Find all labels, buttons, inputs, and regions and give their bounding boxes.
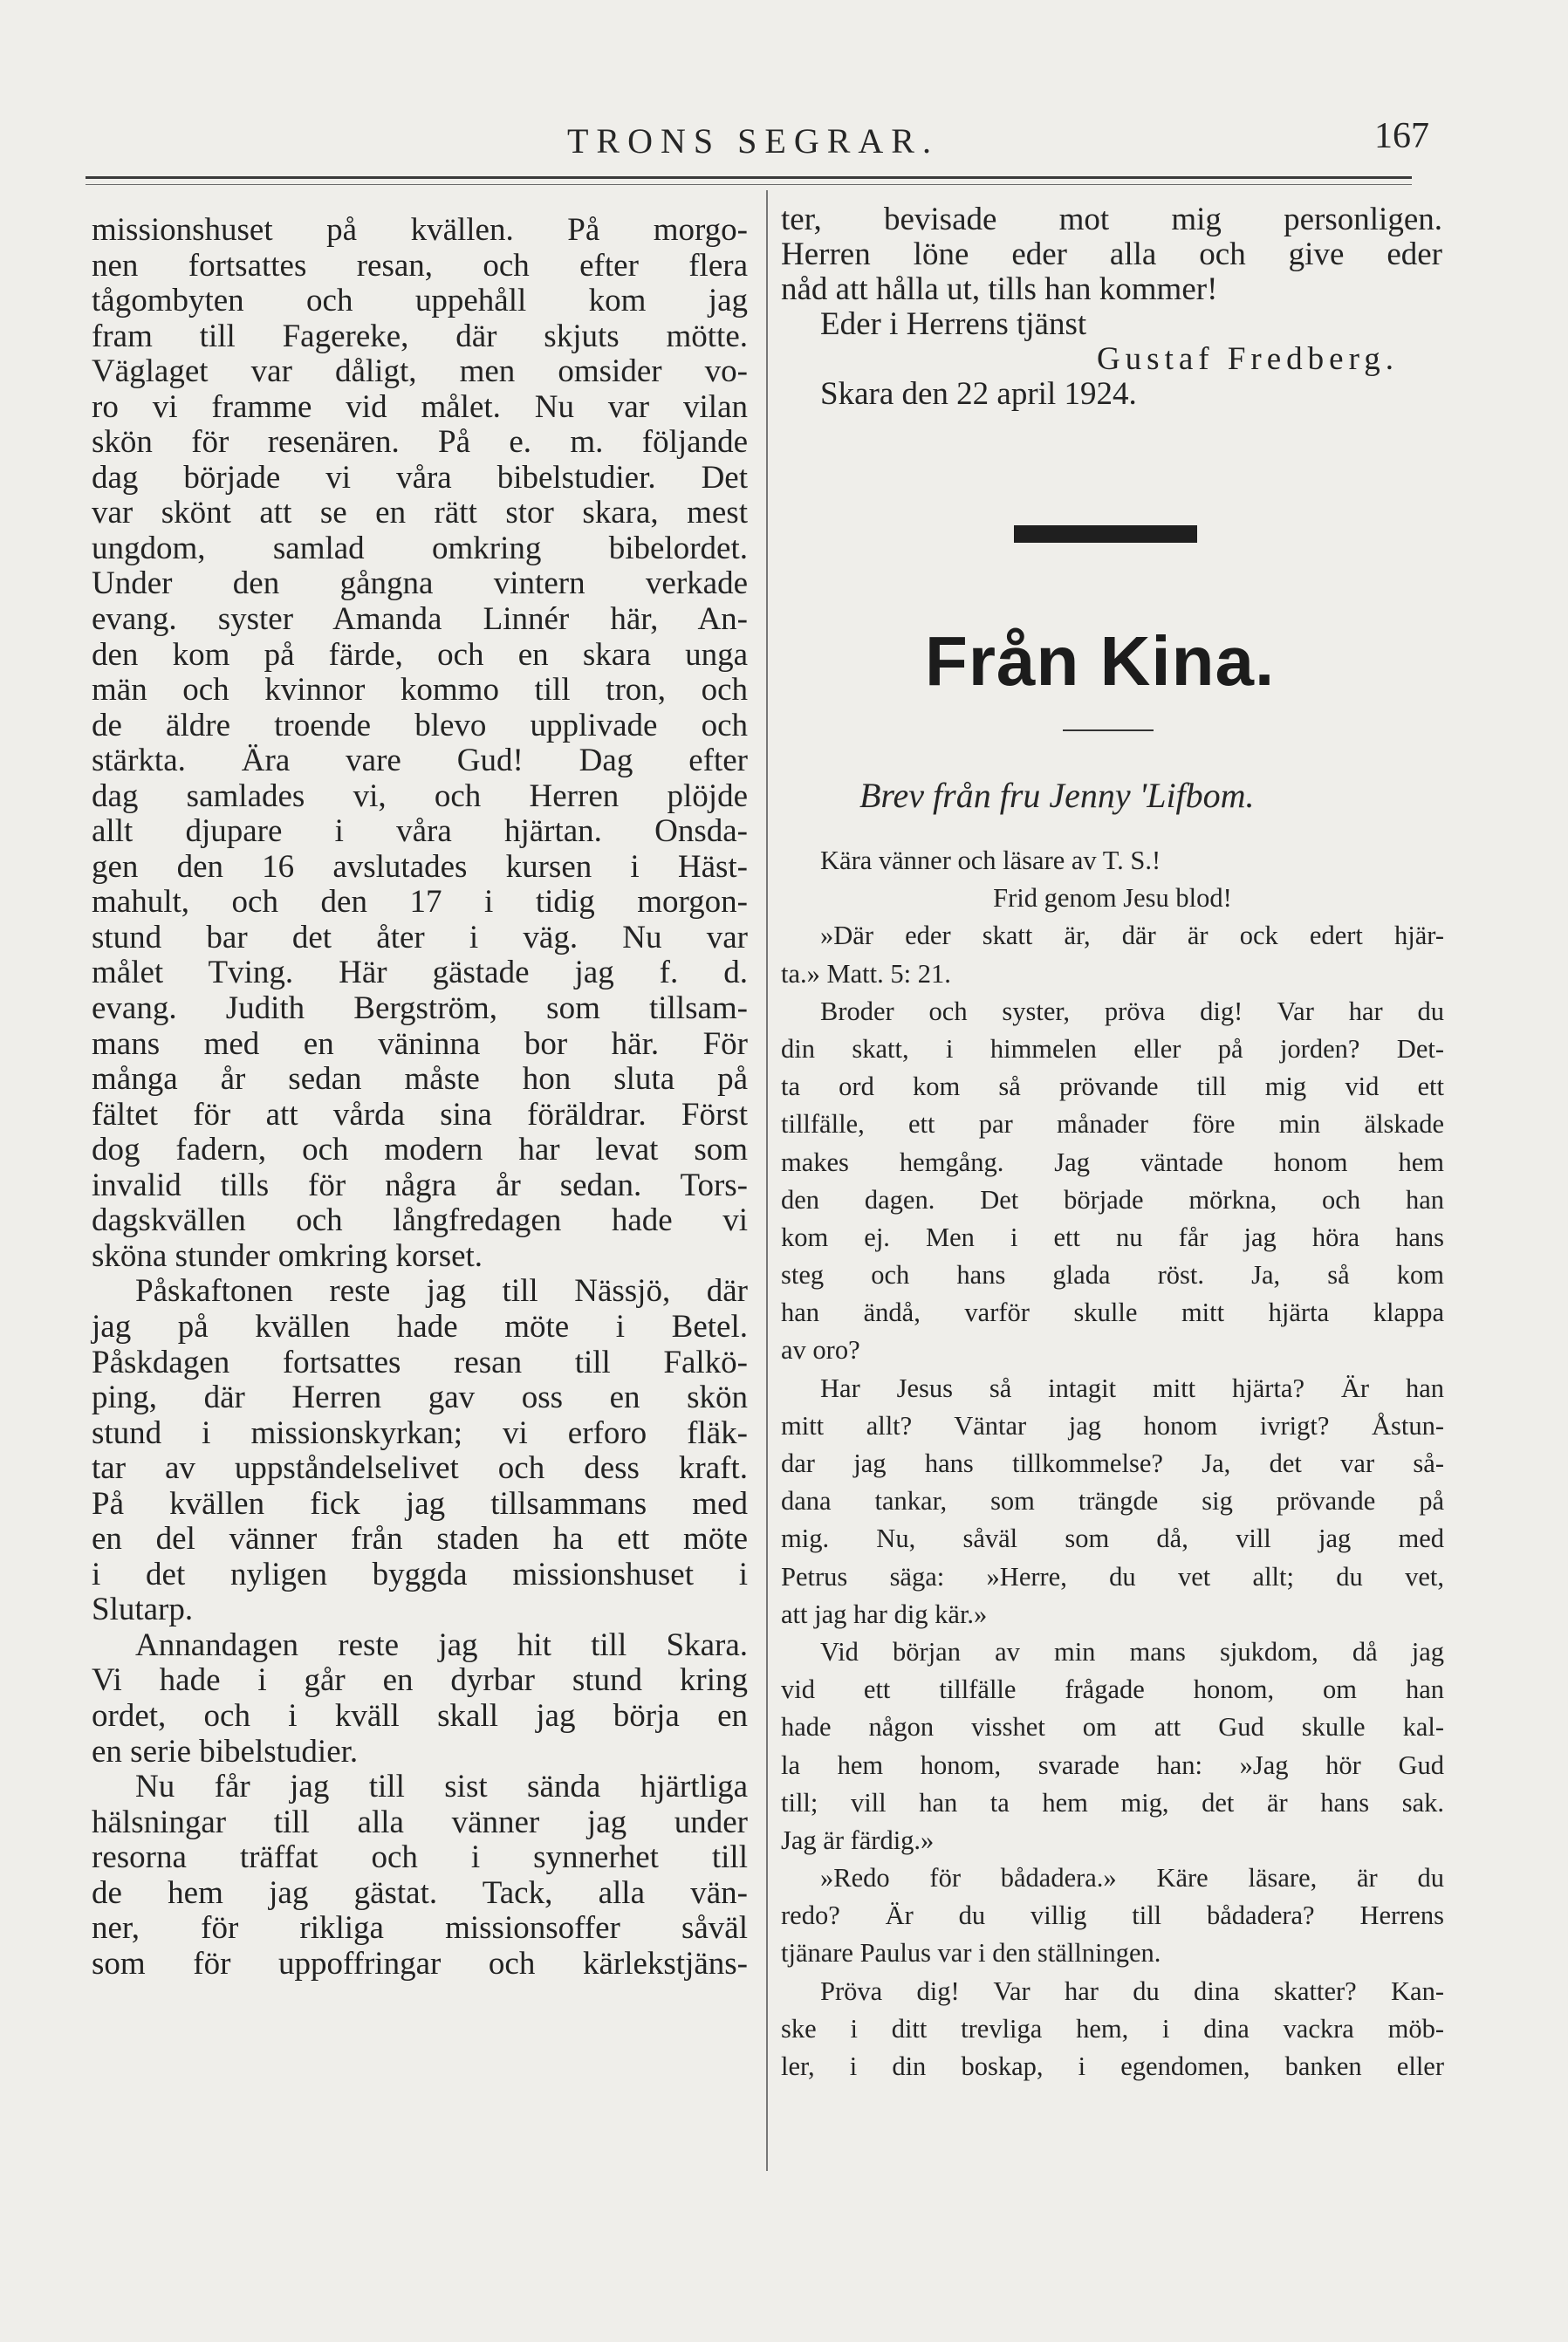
section-separator-bar (1014, 525, 1197, 543)
text-line: tjänare Paulus var i den ställningen. (781, 1938, 1161, 1969)
text-line: Har Jesus så intagit mitt hjärta? Är han (820, 1373, 1444, 1403)
text-line: invalid tills för några år sedan. Tors- (92, 1167, 748, 1203)
text-line: din skatt, i himmelen eller på jorden? Det- (781, 1033, 1444, 1064)
text-line: Herren löne eder alla och give eder (781, 236, 1442, 272)
text-line: mig. Nu, såväl som då, vill jag med (781, 1524, 1444, 1554)
text-line: ordet, och i kväll skall jag börja en (92, 1697, 748, 1734)
text-line: ping, där Herren gav oss en skön (92, 1380, 748, 1416)
article-title: Från Kina. (925, 622, 1276, 700)
text-line: skön för resenären. På e. m. följande (92, 424, 748, 461)
text-line: ro vi framme vid målet. Nu var vilan (92, 388, 748, 425)
text-line: evang. syster Amanda Linnér här, An- (92, 601, 748, 638)
text-line: Nu får jag till sist sända hjärtliga (135, 1769, 748, 1805)
text-line: mans med en väninna bor här. För (92, 1025, 748, 1062)
text-line: ta.» Matt. 5: 21. (781, 958, 951, 989)
text-line: ungdom, samlad omkring bibelordet. (92, 530, 748, 566)
text-line: till; vill han ta hem mig, det är hans sak. (781, 1787, 1444, 1818)
letter-body (781, 842, 1444, 2085)
text-line: Under den gångna vintern verkade (92, 565, 748, 602)
text-line: Slutarp. (92, 1592, 194, 1628)
text-line: många år sedan måste hon sluta på (92, 1061, 748, 1098)
text-line: På kvällen fick jag tillsammans med (92, 1485, 748, 1522)
text-line: dag började vi våra bibelstudier. Det (92, 459, 748, 496)
text-line: hade någon visshet om att Gud skulle kal- (781, 1712, 1444, 1743)
signature: Gustaf Fredberg. (1096, 341, 1399, 377)
text-line: kom ej. Men i ett nu får jag höra hans (781, 1222, 1444, 1252)
text-line: stund i missionskyrkan; vi erforo fläk- (92, 1414, 748, 1451)
text-line: steg och hans glada röst. Ja, så kom (781, 1260, 1444, 1291)
text-line: av oro? (781, 1335, 860, 1366)
text-line: la hem honom, svarade han: »Jag hör Gud (781, 1750, 1444, 1780)
running-title: TRONS SEGRAR. (567, 121, 939, 161)
text-line: målet Tving. Här gästade jag f. d. (92, 955, 748, 991)
text-line: mitt allt? Väntar jag honom ivrigt? Åstun- (781, 1410, 1444, 1441)
text-line: de äldre troende blevo upplivade och (92, 707, 748, 743)
text-line: Annandagen reste jag hit till Skara. (135, 1626, 748, 1663)
text-line: sköna stunder omkring korset. (92, 1237, 483, 1274)
text-line: tillfälle, ett par månader före min älskade (781, 1109, 1444, 1140)
text-line: stärkta. Ära vare Gud! Dag efter (92, 743, 748, 779)
text-line: gen den 16 avslutades kursen i Häst- (92, 848, 748, 885)
closing-line: Eder i Herrens tjänst (820, 306, 1087, 342)
text-line: fältet för att vårda sina föräldrar. Först (92, 1096, 748, 1133)
text-line: ske i ditt trevliga hem, i dina vackra möb- (781, 2013, 1444, 2044)
text-line: ta ord kom så prövande till mig vid ett (781, 1072, 1444, 1102)
text-line: var skönt att se en rätt stor skara, mest (92, 495, 748, 531)
text-line: Vi hade i går en dyrbar stund kring (92, 1662, 748, 1699)
text-line: allt djupare i våra hjärtan. Onsda- (92, 813, 748, 850)
text-line: resorna träffat och i synnerhet till (92, 1839, 748, 1876)
text-line: hälsningar till alla vänner jag under (92, 1804, 748, 1840)
text-line: dag samlades vi, och Herren plöjde (92, 777, 748, 814)
text-line: män och kvinnor kommo till tron, och (92, 672, 748, 709)
text-line: »Där eder skatt är, där är ock edert hjär- (820, 921, 1444, 951)
text-line: som för uppoffringar och kärlekstjäns- (92, 1945, 748, 1982)
salutation: Kära vänner och läsare av T. S.! (820, 846, 1161, 875)
text-line: Pröva dig! Var har du dina skatter? Kan- (820, 1976, 1444, 2006)
text-line: tar av uppståndelselivet och dess kraft. (92, 1450, 748, 1487)
title-rule (1063, 729, 1154, 731)
text-line: Väglaget var dåligt, men omsider vo- (92, 353, 748, 390)
text-line: missionshuset på kvällen. På morgo- (92, 212, 748, 248)
text-line: ter, bevisade mot mig personligen. (781, 202, 1442, 237)
page-number: 167 (1374, 116, 1429, 156)
text-line: »Redo för bådadera.» Käre läsare, är du (820, 1863, 1444, 1893)
text-line: i det nyligen byggda missionshuset i (92, 1556, 748, 1592)
text-line: fram till Fagereke, där skjuts mötte. (92, 318, 748, 354)
greeting: Frid genom Jesu blod! (993, 883, 1232, 914)
article-subtitle: Brev från fru Jenny 'Lifbom. (859, 776, 1255, 815)
text-line: nåd att hålla ut, tills han kommer! (781, 271, 1218, 307)
text-line: redo? Är du villig till bådadera? Herrens (781, 1900, 1444, 1931)
right-column-continuation (781, 202, 1442, 412)
text-line: Påskdagen fortsattes resan till Falkö- (92, 1344, 748, 1380)
text-line: Broder och syster, pröva dig! Var har du (820, 996, 1444, 1026)
text-line: dana tankar, som trängde sig prövande på (781, 1486, 1444, 1517)
text-line: jag på kvällen hade möte i Betel. (92, 1308, 748, 1345)
text-line: tågombyten och uppehåll kom jag (92, 283, 748, 319)
text-line: dagskvällen och långfredagen hade vi (92, 1202, 748, 1239)
header-rule-thin (86, 184, 1412, 185)
text-line: Petrus säga: »Herre, du vet allt; du vet, (781, 1561, 1444, 1592)
text-line: att jag har dig kär.» (781, 1599, 988, 1629)
text-line: de hem jag gästat. Tack, alla vän- (92, 1874, 748, 1911)
text-line: ler, i din boskap, i egendomen, banken eller (781, 2051, 1444, 2081)
text-line: en serie bibelstudier. (92, 1733, 359, 1770)
text-line: evang. Judith Bergström, som tillsam- (92, 990, 748, 1027)
text-line: nen fortsattes resan, och efter flera (92, 247, 748, 284)
text-line: han ändå, varför skulle mitt hjärta klappa (781, 1298, 1444, 1328)
text-line: vid ett tillfälle frågade honom, om han (781, 1674, 1444, 1705)
text-line: den kom på färde, och en skara unga (92, 636, 748, 673)
header-rule (86, 176, 1412, 179)
text-line: ner, för rikliga missionsoffer såväl (92, 1910, 748, 1947)
left-column (92, 213, 748, 1982)
text-line: dog fadern, och modern har levat som (92, 1132, 748, 1168)
text-line: stund bar det åter i väg. Nu var (92, 919, 748, 955)
text-line: en del vänner från staden ha ett möte (92, 1521, 748, 1558)
text-line: den dagen. Det började mörkna, och han (781, 1184, 1444, 1215)
text-line: makes hemgång. Jag väntade honom hem (781, 1147, 1444, 1177)
text-line: dar jag hans tillkommelse? Ja, det var så- (781, 1448, 1444, 1478)
column-divider (766, 190, 768, 2171)
text-line: mahult, och den 17 i tidig morgon- (92, 884, 748, 921)
place-date-line: Skara den 22 april 1924. (820, 376, 1137, 412)
text-line: Påskaftonen reste jag till Nässjö, där (135, 1273, 748, 1310)
text-line: Vid början av min mans sjukdom, då jag (820, 1636, 1444, 1667)
text-line: Jag är färdig.» (781, 1825, 935, 1855)
